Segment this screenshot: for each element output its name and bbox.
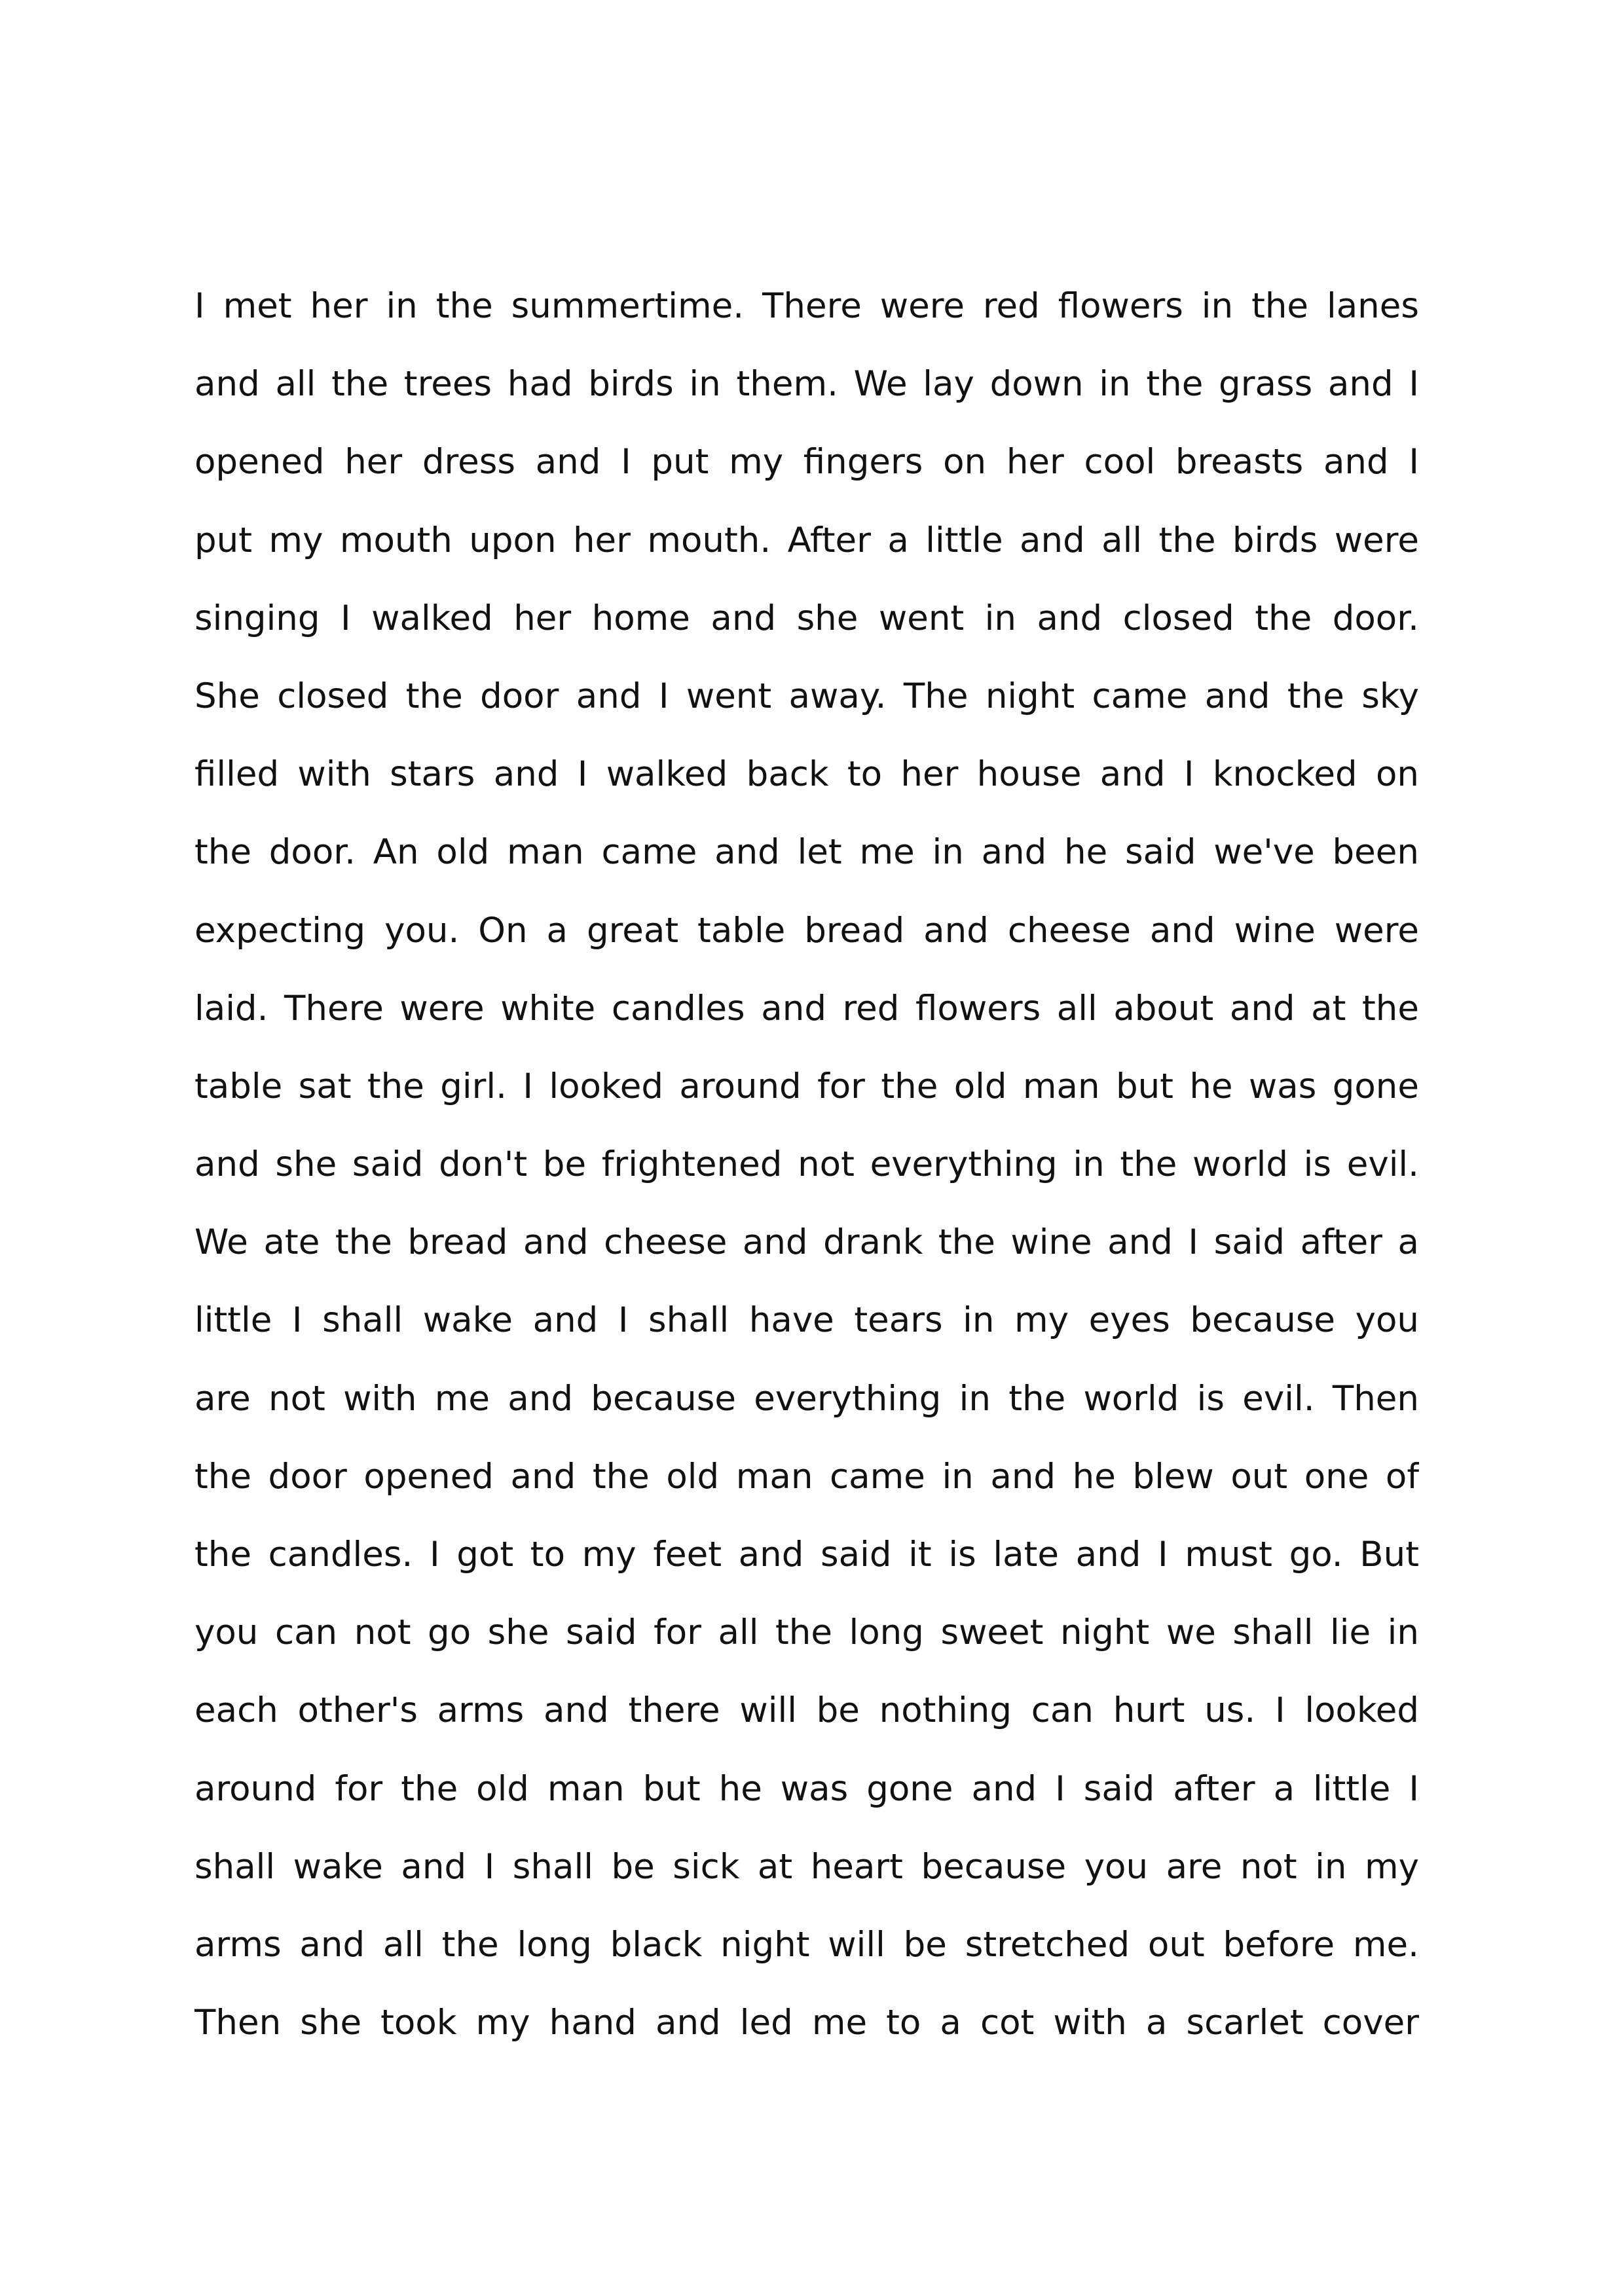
text-line: you can not go she said for all the long sweet night we shall lie in xyxy=(194,1613,1419,1653)
text-line: Then she took my hand and led me to a cot with a scarlet cover xyxy=(194,2003,1419,2043)
text-line: She closed the door and I went away. The night came and the sky xyxy=(194,676,1419,716)
text-line: opened her dress and I put my fingers on her cool breasts and I xyxy=(194,442,1419,483)
text-line: table sat the girl. I looked around for the old man but he was gone xyxy=(194,1066,1419,1106)
text-line: around for the old man but he was gone and I said after a little I xyxy=(194,1768,1419,1809)
text-line: singing I walked her home and she went in and closed the door. xyxy=(194,598,1419,638)
text-line: I met her in the summertime. There were red flowers in the lanes xyxy=(194,286,1419,326)
text-line: the door. An old man came and let me in and he said we've been xyxy=(194,832,1419,873)
text-line: the door opened and the old man came in and he blew out one of xyxy=(194,1456,1419,1497)
text-line: each other's arms and there will be nothing can hurt us. I looked xyxy=(194,1690,1419,1731)
text-line: the candles. I got to my feet and said it is late and I must go. But xyxy=(194,1535,1419,1575)
text-line: arms and all the long black night will be stretched out before me. xyxy=(194,1924,1419,1965)
text-line: expecting you. On a great table bread and cheese and wine were xyxy=(194,910,1419,951)
text-line: shall wake and I shall be sick at heart because you are not in my xyxy=(194,1846,1419,1887)
text-line: little I shall wake and I shall have tears in my eyes because you xyxy=(194,1300,1419,1341)
text-line: are not with me and because everything in the world is evil. Then xyxy=(194,1378,1419,1419)
text-line: filled with stars and I walked back to her house and I knocked on xyxy=(194,754,1419,795)
text-line: put my mouth upon her mouth. After a little and all the birds were xyxy=(194,520,1419,560)
text-line: We ate the bread and cheese and drank the wine and I said after a xyxy=(194,1222,1419,1263)
body-text xyxy=(194,267,1419,2062)
text-line: laid. There were white candles and red flowers all about and at the xyxy=(194,988,1419,1029)
text-line: and all the trees had birds in them. We lay down in the grass and I xyxy=(194,364,1419,405)
text-line: and she said don't be frightened not everything in the world is evil. xyxy=(194,1144,1419,1185)
